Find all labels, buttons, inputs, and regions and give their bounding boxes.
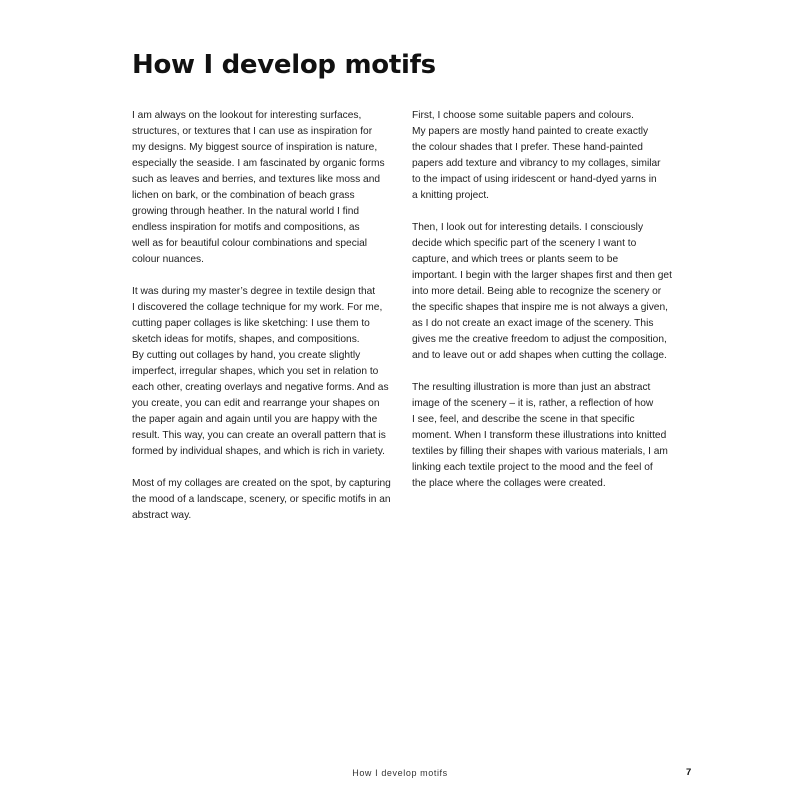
paragraph (132, 284, 394, 460)
text-line: result. This way, you can create an overall pattern that is (132, 430, 386, 441)
text-line: abstract way. (132, 510, 192, 521)
text-line: gives me the creative freedom to adjust the composition, (412, 334, 667, 345)
text-line: important. I begin with the larger shapes first and then get (412, 270, 672, 281)
text-line: sketch ideas for motifs, shapes, and compositions. (132, 334, 360, 345)
paragraph (412, 380, 674, 492)
page-number: 7 (686, 767, 692, 778)
text-line: into more detail. Being able to recognize the scenery or (412, 286, 662, 297)
text-line: I see, feel, and describe the scene in that specific (412, 414, 635, 425)
text-line: My papers are mostly hand painted to create exactly (412, 126, 649, 137)
text-line: imperfect, irregular shapes, which you set in relation to (132, 366, 379, 377)
text-line: the paper again and again until you are happy with the (132, 414, 378, 425)
text-line: and to leave out or add shapes when cutting the collage. (412, 350, 667, 361)
text-line: First, I choose some suitable papers and colours. (412, 110, 634, 121)
text-line: especially the seaside. I am fascinated by organic forms (132, 158, 385, 169)
page-title: How I develop motifs (132, 50, 436, 80)
text-line: The resulting illustration is more than just an abstract (412, 382, 651, 393)
text-line: formed by individual shapes, and which is rich in variety. (132, 446, 385, 457)
text-line: endless inspiration for motifs and compositions, as (132, 222, 360, 233)
text-line: papers add texture and vibrancy to my collages, similar (412, 158, 661, 169)
text-line: linking each textile project to the mood and the feel of (412, 462, 653, 473)
text-line: decide which specific part of the scenery I want to (412, 238, 637, 249)
paragraph (132, 476, 394, 524)
text-line: the place where the collages were created. (412, 478, 606, 489)
left-text-column (132, 108, 394, 540)
text-line: to the impact of using iridescent or hand-dyed yarns in (412, 174, 657, 185)
text-line: Then, I look out for interesting details. I consciously (412, 222, 644, 233)
text-line: growing through heather. In the natural world I find (132, 206, 360, 217)
text-line: Most of my collages are created on the spot, by capturing (132, 478, 391, 489)
paragraph (412, 108, 674, 204)
text-line: capture, and which trees or plants seem to be (412, 254, 619, 265)
text-line: the mood of a landscape, scenery, or specific motifs in an (132, 494, 391, 505)
text-line: well as for beautiful colour combinations and special (132, 238, 368, 249)
paragraph (412, 220, 674, 364)
text-line: I am always on the lookout for interesting surfaces, (132, 110, 362, 121)
text-line: I discovered the collage technique for my work. For me, (132, 302, 383, 313)
text-line: the colour shades that I prefer. These hand-painted (412, 142, 643, 153)
paragraph (132, 108, 394, 268)
text-line: moment. When I transform these illustrations into knitted (412, 430, 667, 441)
text-line: lichen on bark, or the combination of beach grass (132, 190, 355, 201)
text-line: image of the scenery – it is, rather, a reflection of how (412, 398, 654, 409)
right-text-column (412, 108, 674, 508)
text-line: colour nuances. (132, 254, 204, 265)
text-line: By cutting out collages by hand, you create slightly (132, 350, 361, 361)
text-line: cutting paper collages is like sketching: I use them to (132, 318, 370, 329)
text-line: It was during my master’s degree in textile design that (132, 286, 376, 297)
text-line: such as leaves and berries, and textures like moss and (132, 174, 381, 185)
text-line: the specific shapes that inspire me is not always a given, (412, 302, 668, 313)
running-footer-title: How I develop motifs (352, 768, 448, 778)
text-line: as I do not create an exact image of the scenery. This (412, 318, 654, 329)
text-line: a knitting project. (412, 190, 490, 201)
text-line: textiles by filling their shapes with various materials, I am (412, 446, 668, 457)
text-line: my designs. My biggest source of inspiration is nature, (132, 142, 378, 153)
text-line: you create, you can edit and rearrange your shapes on (132, 398, 380, 409)
text-line: each other, creating overlays and negative forms. And as (132, 382, 389, 393)
text-line: structures, or textures that I can use as inspiration for (132, 126, 373, 137)
